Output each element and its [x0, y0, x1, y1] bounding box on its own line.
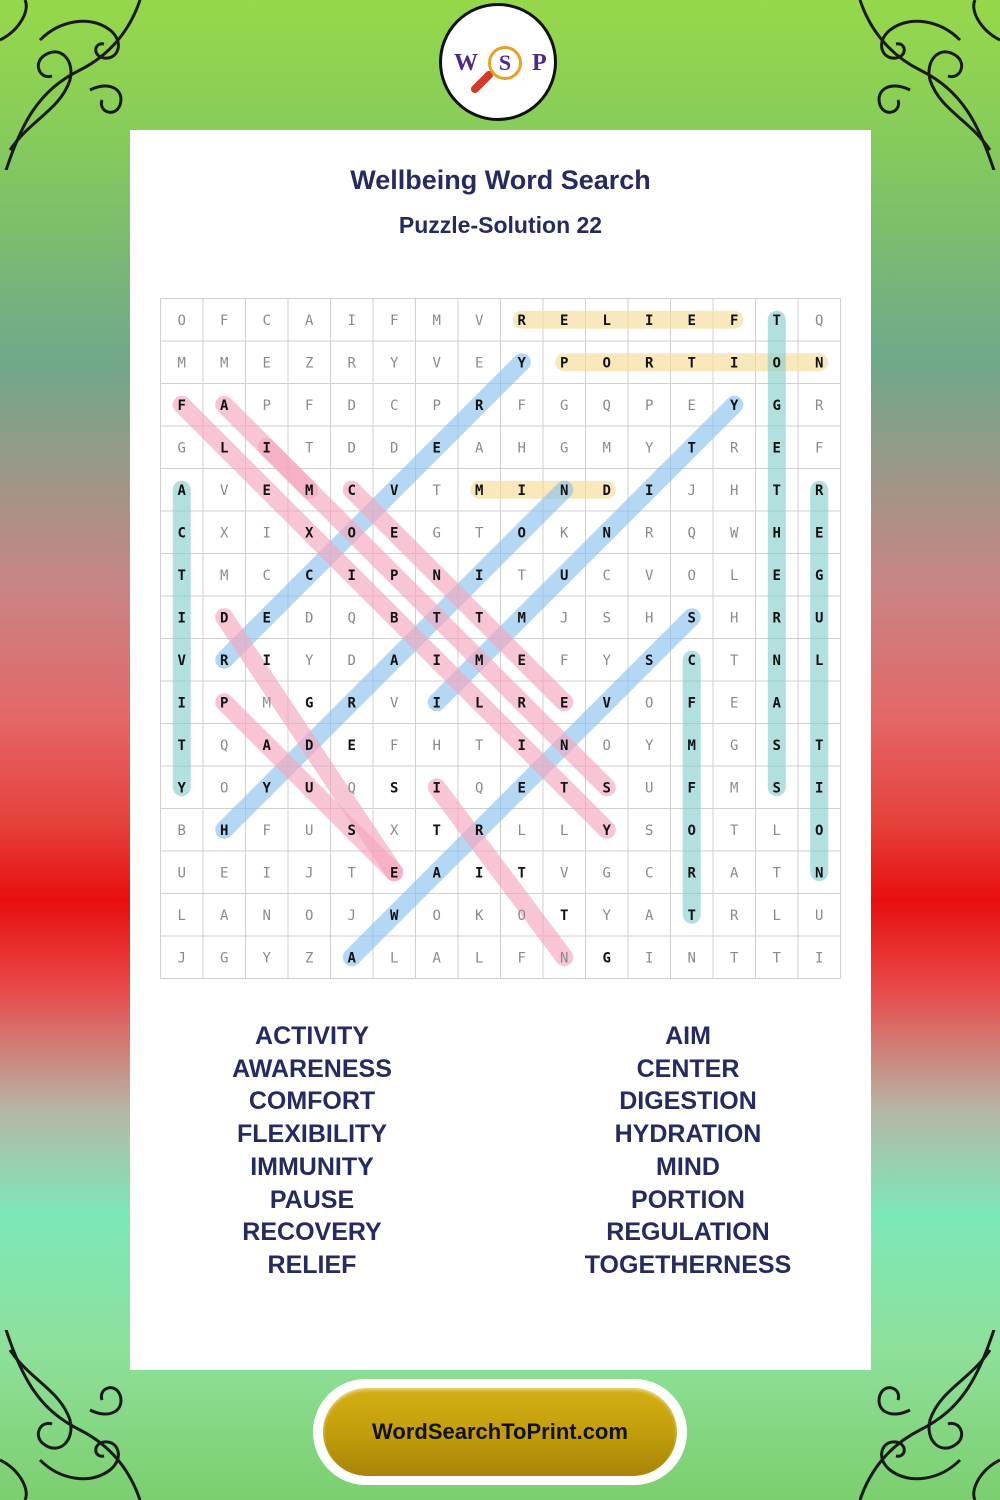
- grid-letter: T: [687, 355, 696, 372]
- grid-letter: G: [602, 950, 611, 967]
- grid-letter: Y: [645, 737, 654, 754]
- grid-letter: C: [305, 567, 314, 584]
- grid-letter: S: [390, 780, 399, 797]
- grid-letter: C: [262, 567, 271, 584]
- grid-letter: T: [560, 907, 569, 924]
- grid-letter: E: [262, 355, 271, 372]
- page-title: Wellbeing Word Search: [350, 165, 651, 195]
- grid-letter: G: [177, 440, 186, 457]
- grid-letter: R: [517, 312, 526, 329]
- grid-letter: T: [475, 610, 484, 627]
- grid-letter: T: [305, 440, 314, 457]
- grid-letter: Y: [305, 652, 314, 669]
- grid-letter: U: [815, 610, 824, 627]
- grid-letter: I: [645, 950, 654, 967]
- grid-letter: K: [560, 525, 569, 542]
- grid-letter: R: [347, 355, 356, 372]
- grid-letter: Y: [730, 397, 739, 414]
- grid-letter: Q: [347, 610, 356, 627]
- word-list-item: RECOVERY: [242, 1218, 382, 1247]
- grid-letter: E: [772, 440, 781, 457]
- grid-letter: U: [177, 865, 186, 882]
- grid-letter: O: [687, 822, 696, 839]
- grid-letter: T: [432, 482, 441, 499]
- grid-letter: F: [815, 440, 824, 457]
- grid-letter: R: [815, 397, 824, 414]
- grid-letter: R: [645, 355, 654, 372]
- grid-letter: Y: [602, 652, 611, 669]
- grid-letter: E: [560, 695, 569, 712]
- grid-letter: A: [177, 482, 186, 499]
- grid-letter: E: [517, 652, 526, 669]
- grid-letter: Q: [602, 397, 611, 414]
- grid-letter: H: [730, 482, 739, 499]
- grid-letter: G: [815, 567, 824, 584]
- grid-letter: P: [432, 397, 441, 414]
- grid-letter: F: [262, 822, 271, 839]
- grid-letter: F: [517, 397, 526, 414]
- grid-letter: O: [602, 355, 611, 372]
- grid-letter: R: [815, 482, 824, 499]
- grid-letter: F: [517, 950, 526, 967]
- grid-letter: R: [220, 652, 229, 669]
- grid-letter: E: [772, 567, 781, 584]
- grid-letter: P: [645, 397, 654, 414]
- grid-letter: G: [730, 737, 739, 754]
- word-list-item: RELIEF: [267, 1250, 357, 1279]
- grid-letter: A: [772, 695, 781, 712]
- grid-letter: M: [220, 355, 229, 372]
- grid-letter: I: [347, 312, 356, 329]
- grid-letter: R: [517, 695, 526, 712]
- grid-letter: Q: [220, 737, 229, 754]
- word-list-item: REGULATION: [606, 1218, 770, 1247]
- grid-letter: E: [730, 695, 739, 712]
- grid-letter: A: [432, 950, 441, 967]
- ornament-bottom-right: [850, 1330, 1000, 1500]
- grid-letter: N: [560, 950, 569, 967]
- grid-letter: I: [262, 865, 271, 882]
- grid-letter: J: [560, 610, 569, 627]
- grid-letter: T: [772, 312, 781, 329]
- page-subtitle: Puzzle-Solution 22: [398, 212, 603, 238]
- grid-letter: R: [475, 397, 484, 414]
- grid-letter: I: [815, 780, 824, 797]
- grid-letter: D: [220, 610, 229, 627]
- grid-letter: E: [475, 355, 484, 372]
- grid-letter: A: [220, 907, 229, 924]
- grid-letter: C: [177, 525, 186, 542]
- word-list-item: DIGESTION: [619, 1087, 757, 1116]
- grid-letter: N: [772, 652, 781, 669]
- grid-letter: X: [220, 525, 229, 542]
- word-list-right: [538, 1020, 838, 1282]
- logo-letter-p: P: [532, 50, 547, 76]
- grid-letter: M: [517, 610, 526, 627]
- grid-letter: O: [347, 525, 356, 542]
- grid-letter: A: [475, 440, 484, 457]
- grid-letter: T: [560, 780, 569, 797]
- grid-letter: L: [475, 950, 484, 967]
- grid-letter: F: [560, 652, 569, 669]
- grid-letter: T: [772, 482, 781, 499]
- grid-letter: D: [602, 482, 611, 499]
- grid-letter: T: [730, 822, 739, 839]
- grid-letter: Q: [815, 312, 824, 329]
- grid-letter: J: [305, 865, 314, 882]
- word-list-item: PAUSE: [269, 1185, 355, 1214]
- grid-letter: I: [645, 482, 654, 499]
- grid-letter: I: [432, 695, 441, 712]
- grid-letter: S: [602, 780, 611, 797]
- grid-letter: N: [262, 907, 271, 924]
- ornament-top-left: [0, 0, 150, 170]
- grid-letter: E: [347, 737, 356, 754]
- grid-letter: K: [475, 907, 484, 924]
- word-list-item: AWARENESS: [232, 1054, 392, 1083]
- site-link[interactable]: WordSearchToPrint.com: [323, 1388, 677, 1476]
- grid-letter: R: [687, 865, 696, 882]
- grid-letter: E: [815, 525, 824, 542]
- grid-letter: U: [645, 780, 654, 797]
- grid-letter: N: [687, 950, 696, 967]
- grid-letter: U: [305, 822, 314, 839]
- grid-letter: Q: [347, 780, 356, 797]
- grid-letter: G: [432, 525, 441, 542]
- grid-letter: Y: [602, 822, 611, 839]
- grid-letter: T: [815, 737, 824, 754]
- grid-letter: M: [177, 355, 186, 372]
- grid-letter: Y: [262, 950, 271, 967]
- grid-letter: V: [390, 695, 399, 712]
- grid-letter: F: [177, 397, 186, 414]
- grid-letter: F: [390, 312, 399, 329]
- grid-letter: P: [220, 695, 229, 712]
- grid-letter: I: [262, 440, 271, 457]
- grid-letter: G: [305, 695, 314, 712]
- grid-letter: I: [475, 567, 484, 584]
- grid-letter: N: [432, 567, 441, 584]
- grid-letter: E: [220, 865, 229, 882]
- grid-letter: S: [645, 652, 654, 669]
- logo-letter-w: W: [454, 50, 478, 76]
- grid-letter: L: [602, 312, 611, 329]
- grid-letter: F: [687, 695, 696, 712]
- grid-letter: T: [432, 610, 441, 627]
- grid-letter: E: [687, 397, 696, 414]
- grid-letter: T: [772, 950, 781, 967]
- grid-letter: D: [305, 610, 314, 627]
- grid-letter: V: [475, 312, 484, 329]
- grid-letter: Y: [517, 355, 526, 372]
- word-search-grid: [160, 298, 841, 979]
- grid-letter: T: [517, 865, 526, 882]
- grid-letter: X: [390, 822, 399, 839]
- grid-letter: T: [432, 822, 441, 839]
- grid-letter: M: [220, 567, 229, 584]
- word-list-item: MIND: [656, 1152, 720, 1181]
- grid-letter: R: [645, 525, 654, 542]
- grid-letter: H: [220, 822, 229, 839]
- grid-letter: M: [602, 440, 611, 457]
- logo-letter-s: S: [488, 46, 522, 80]
- word-list-item: TOGETHERNESS: [584, 1250, 792, 1279]
- grid-letter: I: [517, 737, 526, 754]
- grid-letter: T: [517, 567, 526, 584]
- grid-letter: N: [560, 482, 569, 499]
- grid-letter: M: [262, 695, 271, 712]
- grid-letter: R: [475, 822, 484, 839]
- grid-letter: I: [432, 652, 441, 669]
- grid-letter: L: [560, 822, 569, 839]
- grid-letter: M: [730, 780, 739, 797]
- grid-letter: A: [730, 865, 739, 882]
- grid-letter: G: [772, 397, 781, 414]
- grid-letter: T: [772, 865, 781, 882]
- grid-letter: T: [687, 907, 696, 924]
- grid-letter: G: [560, 397, 569, 414]
- grid-letter: O: [687, 567, 696, 584]
- grid-letter: M: [475, 482, 484, 499]
- grid-letter: O: [517, 907, 526, 924]
- word-list-item: IMMUNITY: [250, 1152, 374, 1181]
- grid-letter: M: [687, 737, 696, 754]
- grid-letter: Y: [645, 440, 654, 457]
- grid-letter: N: [602, 525, 611, 542]
- grid-letter: C: [645, 865, 654, 882]
- grid-letter: I: [262, 652, 271, 669]
- grid-letter: T: [475, 525, 484, 542]
- grid-letter: T: [177, 737, 186, 754]
- grid-letter: O: [815, 822, 824, 839]
- grid-letter: D: [390, 440, 399, 457]
- grid-letter: Y: [262, 780, 271, 797]
- grid-letter: A: [347, 950, 356, 967]
- grid-letter: V: [645, 567, 654, 584]
- grid-letter: T: [177, 567, 186, 584]
- grid-letter: L: [517, 822, 526, 839]
- grid-letter: R: [347, 695, 356, 712]
- grid-letter: Q: [475, 780, 484, 797]
- grid-letter: O: [772, 355, 781, 372]
- grid-letter: E: [262, 610, 271, 627]
- grid-letter: M: [432, 312, 441, 329]
- word-list-item: HYDRATION: [614, 1120, 762, 1149]
- grid-letter: S: [645, 822, 654, 839]
- grid-letter: L: [815, 652, 824, 669]
- grid-letter: R: [730, 440, 739, 457]
- grid-letter: S: [602, 610, 611, 627]
- grid-letter: O: [305, 907, 314, 924]
- grid-letter: P: [262, 397, 271, 414]
- grid-letter: E: [560, 312, 569, 329]
- grid-letter: H: [772, 525, 781, 542]
- grid-letter: N: [560, 737, 569, 754]
- grid-letter: T: [475, 737, 484, 754]
- grid-letter: V: [432, 355, 441, 372]
- grid-letter: Y: [602, 907, 611, 924]
- grid-letter: T: [730, 652, 739, 669]
- grid-letter: X: [305, 525, 314, 542]
- grid-letter: M: [305, 482, 314, 499]
- grid-letter: Y: [390, 355, 399, 372]
- grid-letter: J: [347, 907, 356, 924]
- grid-letter: H: [432, 737, 441, 754]
- grid-letter: R: [772, 610, 781, 627]
- word-list-item: COMFORT: [248, 1087, 376, 1116]
- grid-letter: I: [432, 780, 441, 797]
- grid-letter: C: [687, 652, 696, 669]
- footer-badge: [313, 1379, 687, 1485]
- grid-letter: E: [390, 865, 399, 882]
- grid-letter: U: [305, 780, 314, 797]
- grid-letter: P: [390, 567, 399, 584]
- grid-letter: I: [177, 695, 186, 712]
- grid-letter: F: [730, 312, 739, 329]
- grid-letter: Y: [177, 780, 186, 797]
- grid-letter: T: [687, 440, 696, 457]
- grid-letter: B: [177, 822, 186, 839]
- grid-letter: I: [262, 525, 271, 542]
- grid-letter: S: [772, 737, 781, 754]
- grid-letter: I: [177, 610, 186, 627]
- grid-letter: G: [220, 950, 229, 967]
- grid-letter: F: [220, 312, 229, 329]
- grid-letter: W: [730, 525, 739, 542]
- grid-letter: T: [730, 950, 739, 967]
- grid-letter: S: [347, 822, 356, 839]
- grid-letter: O: [602, 737, 611, 754]
- grid-letter: D: [347, 440, 356, 457]
- grid-letter: I: [815, 950, 824, 967]
- grid-letter: H: [517, 440, 526, 457]
- grid-letter: L: [772, 907, 781, 924]
- grid-letter: L: [772, 822, 781, 839]
- grid-letter: E: [432, 440, 441, 457]
- grid-letter: N: [815, 865, 824, 882]
- grid-letter: O: [177, 312, 186, 329]
- ornament-top-right: [850, 0, 1000, 170]
- word-list-item: CENTER: [636, 1054, 740, 1083]
- grid-letter: A: [645, 907, 654, 924]
- grid-letter: A: [390, 652, 399, 669]
- grid-letter: L: [177, 907, 186, 924]
- grid-letter: E: [390, 525, 399, 542]
- grid-letter: I: [347, 567, 356, 584]
- grid-letter: U: [560, 567, 569, 584]
- grid-letter: S: [772, 780, 781, 797]
- wsp-logo: [439, 3, 557, 121]
- grid-letter: S: [687, 610, 696, 627]
- grid-letter: A: [305, 312, 314, 329]
- grid-letter: C: [262, 312, 271, 329]
- grid-letter: O: [645, 695, 654, 712]
- grid-letter: G: [560, 440, 569, 457]
- grid-letter: D: [305, 737, 314, 754]
- grid-letter: A: [432, 865, 441, 882]
- grid-letter: I: [730, 355, 739, 372]
- grid-letter: F: [687, 780, 696, 797]
- grid-letter: C: [347, 482, 356, 499]
- grid-letter: V: [177, 652, 186, 669]
- grid-letter: O: [432, 907, 441, 924]
- grid-letter: I: [517, 482, 526, 499]
- grid-letter: T: [347, 865, 356, 882]
- grid-letter: Z: [305, 950, 314, 967]
- grid-letter: D: [347, 397, 356, 414]
- grid-letter: J: [687, 482, 696, 499]
- word-list-left: [162, 1020, 462, 1282]
- grid-letter: H: [730, 610, 739, 627]
- grid-letter: A: [220, 397, 229, 414]
- grid-letter: U: [815, 907, 824, 924]
- grid-letter: J: [177, 950, 186, 967]
- grid-letter: E: [517, 780, 526, 797]
- grid-letter: O: [517, 525, 526, 542]
- grid-letter: H: [645, 610, 654, 627]
- grid-letter: L: [475, 695, 484, 712]
- grid-letter: L: [220, 440, 229, 457]
- grid-letter: V: [390, 482, 399, 499]
- grid-letter: L: [730, 567, 739, 584]
- grid-letter: C: [390, 397, 399, 414]
- word-list-item: AIM: [665, 1022, 711, 1050]
- grid-letter: L: [390, 950, 399, 967]
- grid-letter: D: [347, 652, 356, 669]
- word-list-item: PORTION: [631, 1185, 745, 1214]
- grid-letter: I: [645, 312, 654, 329]
- grid-letter: O: [220, 780, 229, 797]
- grid-letter: M: [475, 652, 484, 669]
- grid-letter: P: [560, 355, 569, 372]
- grid-letter: C: [602, 567, 611, 584]
- grid-letter: G: [602, 865, 611, 882]
- grid-letter: A: [262, 737, 271, 754]
- grid-letter: V: [220, 482, 229, 499]
- grid-letter: W: [390, 907, 399, 924]
- grid-letter: R: [730, 907, 739, 924]
- grid-letter: N: [815, 355, 824, 372]
- ornament-bottom-left: [0, 1330, 150, 1500]
- grid-letter: E: [687, 312, 696, 329]
- grid-letter: F: [305, 397, 314, 414]
- word-list-item: ACTIVITY: [255, 1022, 369, 1050]
- grid-letter: I: [475, 865, 484, 882]
- grid-letter: F: [390, 737, 399, 754]
- grid-letter: V: [602, 695, 611, 712]
- grid-letter: E: [262, 482, 271, 499]
- word-list-item: FLEXIBILITY: [237, 1120, 387, 1149]
- grid-letter: B: [390, 610, 399, 627]
- grid-letter: V: [560, 865, 569, 882]
- grid-letter: Q: [687, 525, 696, 542]
- grid-letter: Z: [305, 355, 314, 372]
